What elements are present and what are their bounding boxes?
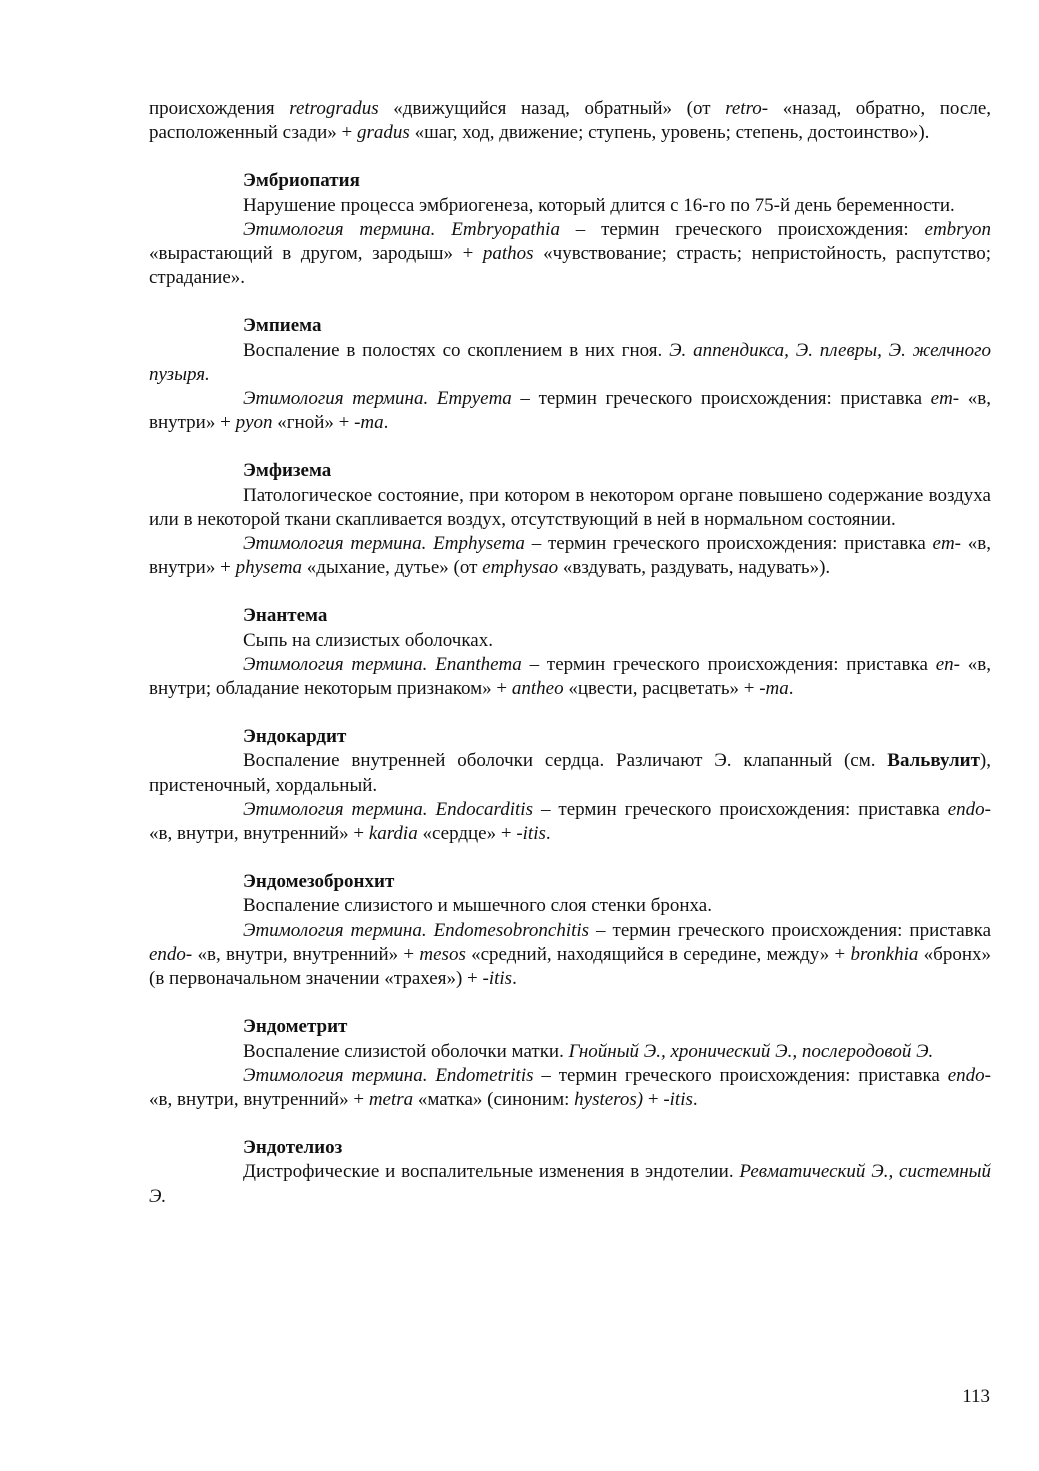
latin-term: -itis [482,968,513,990]
entry-definition: Сыпь на слизистых оболочках. [243,629,493,651]
examples: Ревматический Э., системный Э. [149,1161,992,1207]
entry-title: Эмпиема [243,315,322,337]
entry-etymology [149,532,991,580]
latin-term: mesos [419,943,466,965]
latin-term: embryon [924,218,992,240]
text: «сердце» + [417,823,517,845]
text: «в, внутри» + [149,533,991,579]
text: «в, внутри, внутренний» + [149,1088,369,1110]
text: – термин греческого происхождения: приставка [524,533,933,555]
latin-term: metra [368,1088,414,1110]
entry-etymology [149,653,991,701]
text: «назад, обратно, после, расположенный сзади» + [149,98,992,144]
text: . [545,823,551,845]
latin-term: Endometritis [435,1064,534,1086]
intro-paragraph [149,97,991,145]
latin-term: hysteros) [574,1088,644,1110]
text: . [692,1088,698,1110]
latin-term: -itis [516,823,546,845]
etymology-label: Этимология термина. [243,388,429,410]
text: «вздувать, раздувать, надувать»). [558,557,831,579]
text: «в, внутри; обладание некоторым признаком» + [149,653,992,700]
examples: Гнойный Э., хронический Э., послеродовой Э. [568,1040,934,1062]
entry-title: Эндокардит [243,726,347,748]
text: . [383,412,389,434]
text: «вырастающий в другом, зародыш» + [149,243,483,265]
latin-term: em- [932,533,962,555]
text: Дистрофические и воспалительные изменения в эндотелии. [243,1161,740,1183]
latin-term: retrogradus [289,98,379,119]
text: – термин греческого происхождения: приставка [532,798,948,820]
page-number: 113 [962,1386,990,1407]
entry-title: Эндометрит [243,1016,348,1038]
etymology-label: Этимология термина. [243,798,428,820]
text: + [643,1088,664,1110]
latin-term: endo- [947,798,992,820]
text: «чувствование; страсть; непристойность, распутство; страдание». [149,243,991,289]
entry-title: Эмфизема [243,460,332,482]
etymology-label: Этимология термина. [243,919,427,941]
entry-etymology [149,1064,991,1112]
cross-reference: Вальвулит [887,750,980,772]
latin-term: Endocarditis [435,798,533,820]
entry-definition: Патологическое состояние, при котором в некотором органе повышено содержание воздуха или в некоторой ткани скапливается воздух, отсутствующий в ней в нормальном состоянии. [149,484,991,530]
text: «в, внутри, внутренний» + [149,823,369,845]
entry-etymology [149,218,991,291]
text: Воспаление слизистой оболочки матки. [243,1040,569,1062]
latin-term: emphysao [482,557,559,579]
entry-title: Эмбриопатия [243,170,360,192]
text: «шаг, ход, движение; ступень, уровень; степень, достоинство»). [409,122,930,144]
latin-term: -ma [354,412,384,434]
entry-definition [149,1040,991,1064]
text: – термин греческого происхождения: [559,218,925,240]
entry-definition [149,1160,991,1208]
latin-term: physema [235,557,303,579]
latin-term: bronkhia [850,943,919,965]
text: – термин греческого происхождения: приставка [521,653,936,675]
text: «гной» + [272,412,355,434]
text: Воспаление внутренней оболочки сердца. Различают Э. клапанный (см. [243,750,888,772]
etymology-label: Этимология термина. [243,653,428,675]
text: «матка» (синоним: [413,1088,575,1110]
entry-definition: Воспаление слизистого и мышечного слоя стенки бронха. [243,895,712,917]
latin-term: en- [935,653,960,675]
entry-definition [149,749,991,797]
latin-term: em- [930,388,960,410]
text: «в, внутри» + [149,388,991,434]
text: «цвести, расцветать» + [563,678,760,700]
text: происхождения [149,98,290,119]
etymology-label: Этимология термина. [243,1064,428,1086]
document-page [149,97,991,1209]
latin-term: -ma [759,678,789,700]
latin-term: pyon [235,412,273,434]
text: Воспаление в полостях со скоплением в них гноя. [243,339,670,361]
text: . [512,968,517,990]
etymology-label: Этимология термина. [243,533,427,555]
examples: Э. аппендикса, Э. плевры, Э. желчного пузыря. [149,339,991,385]
text: «движущийся назад, обратный» (от [378,98,726,119]
latin-term: Empyema [436,388,512,410]
entry-etymology [149,387,991,435]
latin-term: retro- [725,98,769,119]
latin-term: pathos [482,243,534,265]
latin-term: antheo [511,678,564,700]
entry-title: Энантема [243,605,328,627]
entry-definition: Нарушение процесса эмбриогенеза, который длится с 16-го по 75-й день беременности. [243,194,955,216]
latin-term: endo- [149,943,193,965]
text: «средний, находящийся в середине, между» + [465,943,851,965]
latin-term: kardia [368,823,418,845]
entry-title: Эндомезобронхит [243,871,395,893]
latin-term: Enanthema [435,653,522,675]
text: ), пристеночный, хордальный. [149,750,991,796]
text: – термин греческого происхождения: приставка [511,388,931,410]
latin-term: Emphysema [433,533,525,555]
latin-term: Embryopathia [451,218,560,240]
entry-title: Эндотелиоз [243,1137,343,1159]
text: – термин греческого происхождения: приставка [589,919,992,941]
etymology-label: Этимология термина. [243,218,436,240]
entry-etymology [149,919,991,992]
text: «в, внутри, внутренний» + [192,943,420,965]
text: . [788,678,794,700]
latin-term: -itis [663,1088,693,1110]
text: «бронх» (в первоначальном значении «трахея») + [149,943,991,990]
latin-term: Endomesobronchitis [433,919,590,941]
text: – термин греческого происхождения: приставка [533,1064,948,1086]
text: «дыхание, дутье» (от [302,557,483,579]
entry-etymology [149,798,991,846]
latin-term: endo- [947,1064,991,1086]
latin-term: gradus [357,122,410,144]
entry-definition [149,339,991,387]
